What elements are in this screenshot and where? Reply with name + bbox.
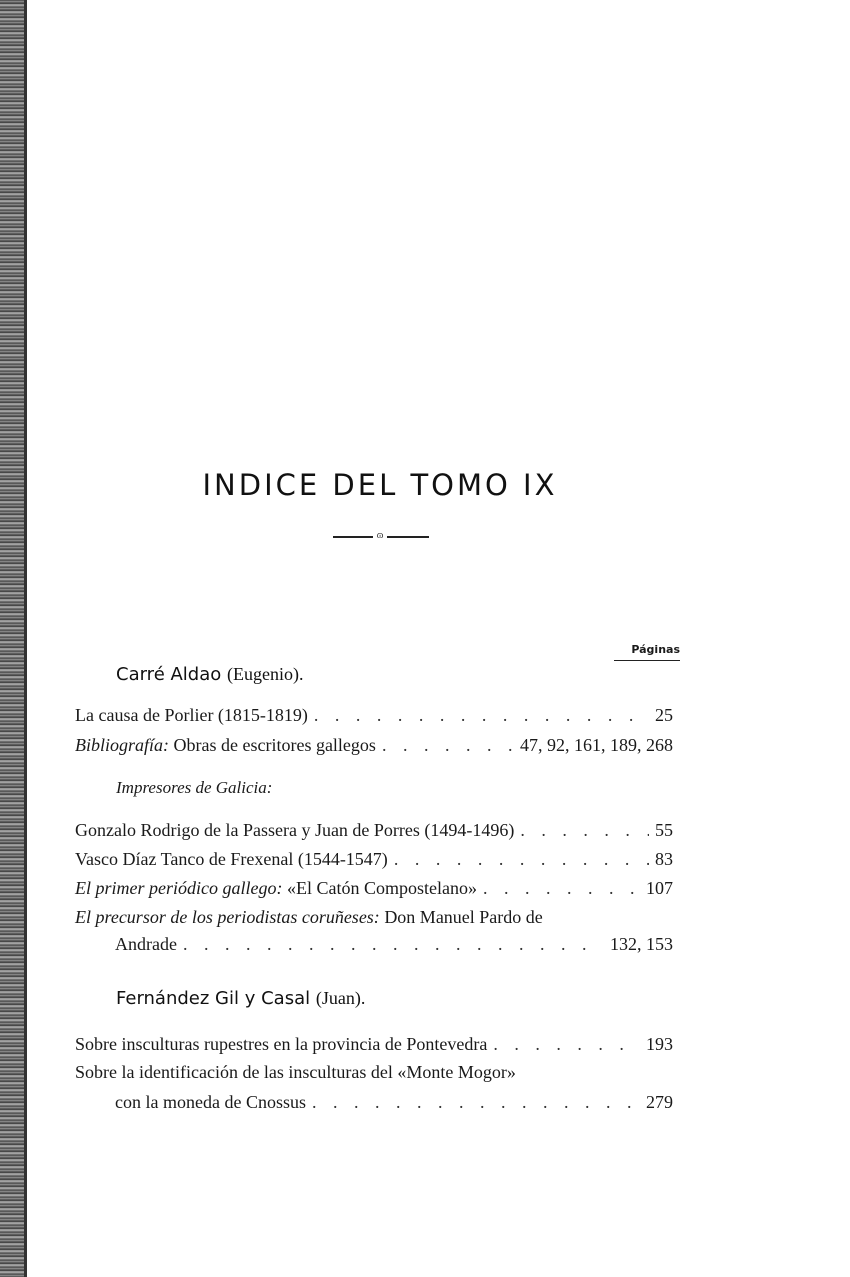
- index-entry: [75, 1061, 673, 1083]
- entry-title: Gonzalo Rodrigo de la Passera y Juan de Porres (1494-1496): [75, 820, 515, 840]
- index-entry-continuation: [115, 1091, 673, 1113]
- author-name: Fernández Gil y Casal: [116, 988, 311, 1009]
- ornament-glyph: ɷ: [373, 531, 387, 541]
- entry-pages: 107: [646, 878, 673, 898]
- leader-dots: [314, 704, 649, 726]
- index-entry: [75, 1033, 673, 1055]
- leader-dots: [382, 734, 514, 756]
- section-heading: Impresores de Galicia:: [116, 778, 273, 797]
- entry-pages: 25: [655, 705, 673, 725]
- leader-dots: [312, 1091, 640, 1113]
- leader-dots: [394, 848, 649, 870]
- entry-pages: 83: [655, 849, 673, 869]
- entry-lead: El primer periódico gallego:: [75, 878, 283, 898]
- pages-column-header: Páginas: [614, 643, 680, 661]
- page-title: INDICE DEL TOMO IX: [202, 468, 558, 502]
- index-entry: [75, 704, 673, 726]
- title-ornament: [333, 530, 429, 541]
- entry-title: Vasco Díaz Tanco de Frexenal (1544-1547): [75, 849, 388, 869]
- leader-dots: [520, 819, 649, 841]
- author-given-name: (Juan).: [315, 988, 366, 1008]
- leader-dots: [483, 877, 640, 899]
- entry-title-continuation: con la moneda de Cnossus: [115, 1092, 306, 1112]
- entry-pages: 193: [646, 1034, 673, 1054]
- index-entry: [75, 906, 673, 928]
- entry-lead: Bibliografía:: [75, 735, 169, 755]
- author-heading: [116, 988, 365, 1009]
- entry-title: La causa de Porlier (1815-1819): [75, 705, 308, 725]
- entry-title: Sobre la identificación de las insculturas del «Monte Mogor»: [75, 1062, 516, 1082]
- entry-title: Don Manuel Pardo de: [384, 907, 543, 927]
- author-heading: [116, 664, 304, 685]
- entry-pages: 279: [646, 1092, 673, 1112]
- index-entry-continuation: [115, 933, 673, 955]
- entry-lead: El precursor de los periodistas coruñeses:: [75, 907, 380, 927]
- entry-pages: 47, 92, 161, 189, 268: [520, 735, 673, 755]
- book-spine-edge: [0, 0, 24, 1277]
- author-name: Carré Aldao: [116, 664, 222, 685]
- entry-title: Obras de escritores gallegos: [173, 735, 376, 755]
- index-entry: [75, 848, 673, 870]
- entry-pages: 55: [655, 820, 673, 840]
- index-entry: [75, 734, 673, 756]
- entry-title-continuation: Andrade: [115, 934, 177, 954]
- entry-title: Sobre insculturas rupestres en la provincia de Pontevedra: [75, 1034, 488, 1054]
- leader-dots: [183, 933, 604, 955]
- index-entry: [75, 877, 673, 899]
- entry-title: «El Catón Compostelano»: [286, 878, 477, 898]
- leader-dots: [493, 1033, 640, 1055]
- author-given-name: (Eugenio).: [227, 664, 304, 684]
- entry-pages: 132, 153: [610, 934, 673, 954]
- index-entry: [75, 819, 673, 841]
